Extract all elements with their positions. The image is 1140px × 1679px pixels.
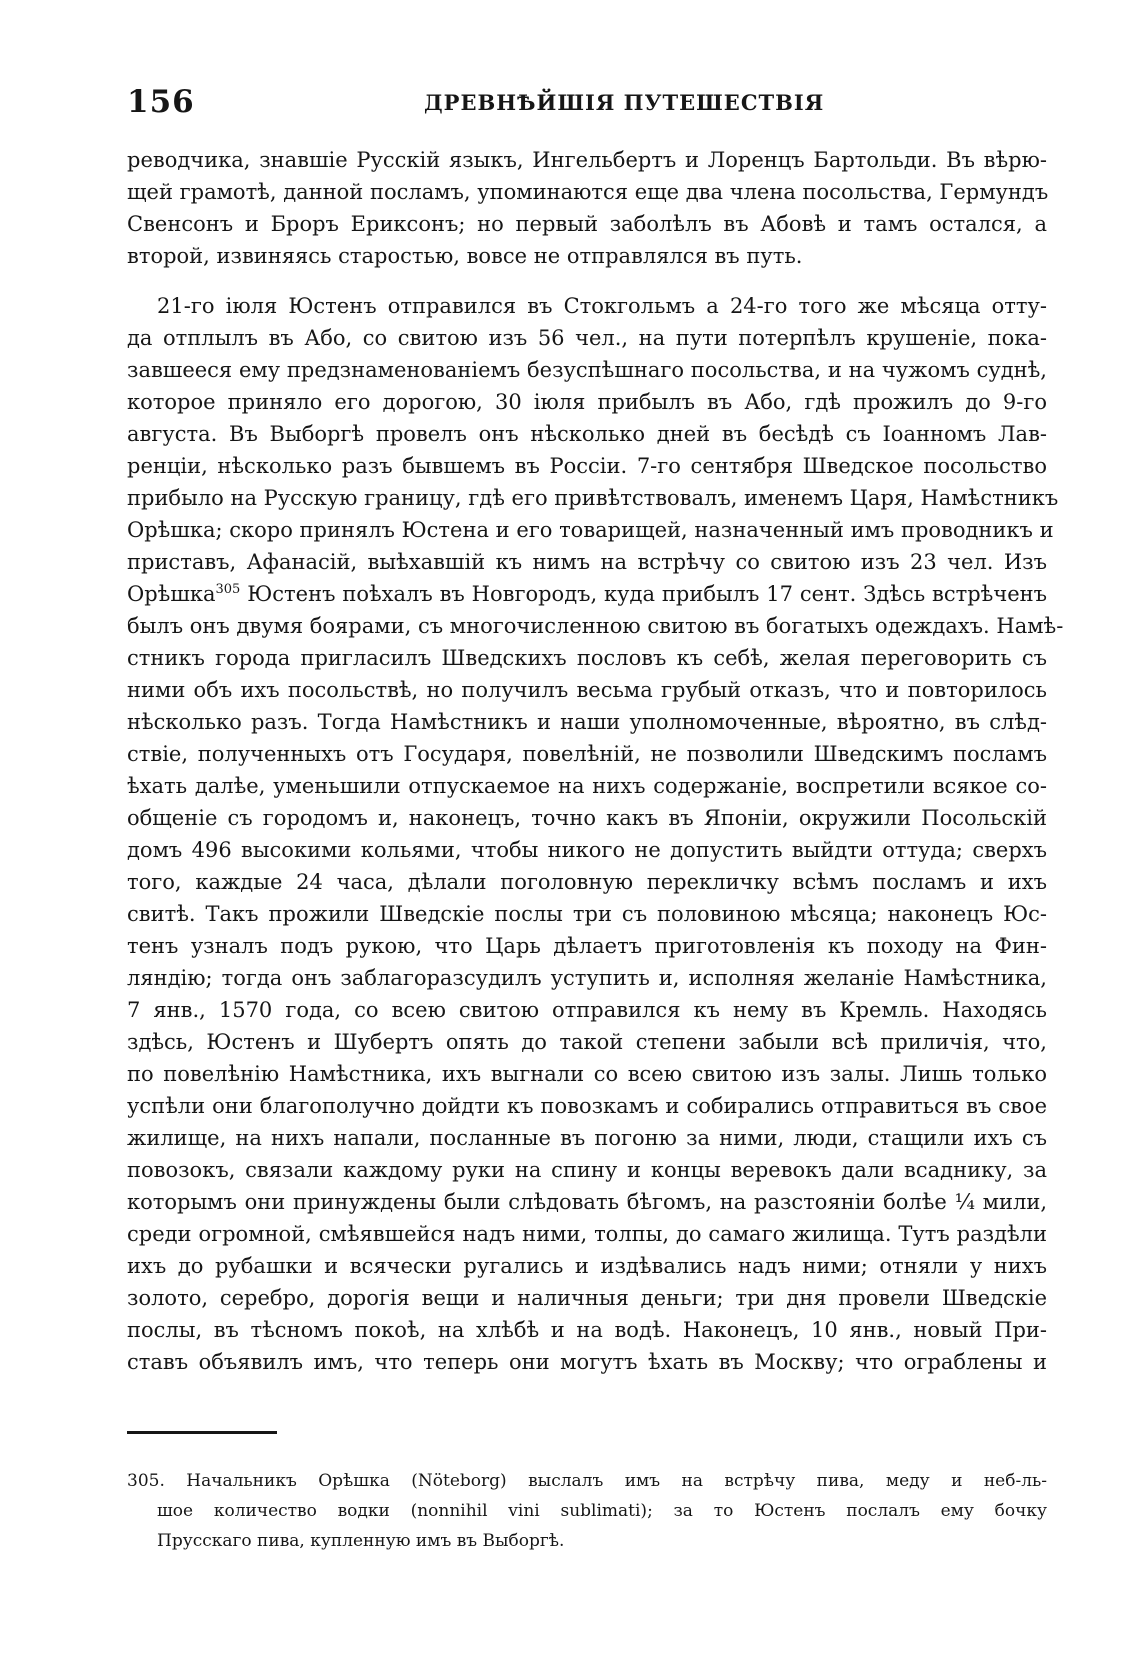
text-line: нѣсколько разъ. Тогда Намѣстникъ и наши уполномоченные, вѣроятно, въ слѣд- <box>127 710 1047 734</box>
text-line: ренціи, нѣсколько разъ бывшемъ въ Россіи. 7-го сентября Шведское посольство <box>127 454 1047 478</box>
text-line: Свенсонъ и Броръ Ериксонъ; но первый заболѣлъ въ Абовѣ и тамъ остался, а <box>127 212 1047 236</box>
text-line: того, каждые 24 часа, дѣлали поголовную перекличку всѣмъ посламъ и ихъ <box>127 870 1047 894</box>
text-line-with-footnote-ref <box>127 578 1047 610</box>
footnote-line: шое количество водки (nonnihil vini sublimati); за то Юстенъ послалъ ему бочку <box>157 1501 1047 1521</box>
text-line: Орѣшка; скоро принялъ Юстена и его товарищей, назначенный имъ проводникъ и <box>127 518 1054 542</box>
text-line: ставъ объявилъ имъ, что теперь они могутъ ѣхать въ Москву; что ограблены и <box>127 1350 1047 1374</box>
text-line: прибыло на Русскую границу, гдѣ его привѣтствовалъ, именемъ Царя, Намѣстникъ <box>127 486 1059 510</box>
text-line: завшееся ему предзнаменованіемъ безуспѣшнаго посольства, и на чужомъ суднѣ, <box>127 358 1047 382</box>
text-line: второй, извиняясь старостью, вовсе не отправлялся въ путь. <box>127 244 803 268</box>
text-line: былъ онъ двумя боярами, съ многочисленною свитою въ богатыхъ одеждахъ. Намѣ- <box>127 614 1064 638</box>
text-line: ѣхать далѣе, уменьшили отпускаемое на нихъ содержаніе, воспретили всякое со- <box>127 774 1047 798</box>
footnote-line: 305. Начальникъ Орѣшка (Nöteborg) выслалъ имъ на встрѣчу пива, меду и неб-ль- <box>127 1471 1047 1491</box>
text-fragment: Юстенъ поѣхалъ въ Новгородъ, куда прибылъ 17 сент. Здѣсь встрѣченъ <box>240 582 1047 606</box>
text-line: ними объ ихъ посольствѣ, но получилъ весьма грубый отказъ, что и повторилось <box>127 678 1047 702</box>
text-line: которымъ они принуждены были слѣдовать бѣгомъ, на разстояніи болѣе ¼ мили, <box>127 1190 1047 1214</box>
page-number: 156 <box>127 84 195 120</box>
text-line: стникъ города пригласилъ Шведскихъ пословъ къ себѣ, желая переговорить съ <box>127 646 1047 670</box>
page-header <box>127 84 1047 124</box>
text-line: здѣсь, Юстенъ и Шубертъ опять до такой степени забыли всѣ приличія, что, <box>127 1030 1047 1054</box>
text-line: общеніе съ городомъ и, наконецъ, точно какъ въ Японіи, окружили Посольскій <box>127 806 1047 830</box>
text-line: по повелѣнію Намѣстника, ихъ выгнали со всею свитою изъ залы. Лишь только <box>127 1062 1047 1086</box>
text-line: жилище, на нихъ напали, посланные въ погоню за ними, люди, стащили ихъ съ <box>127 1126 1047 1150</box>
text-line: 7 янв., 1570 года, со всею свитою отправился къ нему въ Кремль. Находясь <box>127 998 1047 1022</box>
text-line: домъ 496 высокими кольями, чтобы никого не допустить выйдти оттуда; сверхъ <box>127 838 1047 862</box>
running-head: ДРЕВНѢЙШІЯ ПУТЕШЕСТВІЯ <box>424 90 825 115</box>
text-line: успѣли они благополучно дойдти къ повозкамъ и собирались отправиться въ свое <box>127 1094 1047 1118</box>
text-line: ихъ до рубашки и всячески ругались и издѣвались надъ ними; отняли у нихъ <box>127 1254 1047 1278</box>
text-line: свитѣ. Такъ прожили Шведскіе послы три съ половиною мѣсяца; наконецъ Юс- <box>127 902 1047 926</box>
text-line: августа. Въ Выборгѣ провелъ онъ нѣсколько дней въ бесѣдѣ съ Іоанномъ Лав- <box>127 422 1047 446</box>
footnote-reference: 305 <box>215 582 241 597</box>
text-line: послы, въ тѣсномъ покоѣ, на хлѣбѣ и на водѣ. Наконецъ, 10 янв., новый При- <box>127 1318 1047 1342</box>
text-line: ствіе, полученныхъ отъ Государя, повелѣній, не позволили Шведскимъ посламъ <box>127 742 1047 766</box>
text-line: ляндію; тогда онъ заблагоразсудилъ уступить и, исполняя желаніе Намѣстника, <box>127 966 1047 990</box>
footnote-line: Прусскаго пива, купленную имъ въ Выборгѣ. <box>157 1531 565 1551</box>
text-line: реводчика, знавшіе Русскій языкъ, Ингельбертъ и Лоренцъ Бартольди. Въ вѣрю- <box>127 148 1047 172</box>
text-line: щей грамотѣ, данной посламъ, упоминаются еще два члена посольства, Гермундъ <box>127 180 1049 204</box>
footnote-rule <box>127 1431 277 1434</box>
text-line: тенъ узналъ подъ рукою, что Царь дѣлаетъ приготовленія къ походу на Фин- <box>127 934 1047 958</box>
text-line: 21-го іюля Юстенъ отправился въ Стокгольмъ а 24-го того же мѣсяца отту- <box>157 294 1047 318</box>
text-line: да отплылъ въ Або, со свитою изъ 56 чел., на пути потерпѣлъ крушеніе, пока- <box>127 326 1047 350</box>
text-line: среди огромной, смѣявшейся надъ ними, толпы, до самаго жилища. Тутъ раздѣли <box>127 1222 1047 1246</box>
text-line: приставъ, Афанасій, выѣхавшій къ нимъ на встрѣчу со свитою изъ 23 чел. Изъ <box>127 550 1047 574</box>
text-fragment: Орѣшка <box>127 582 216 606</box>
text-line: которое приняло его дорогою, 30 іюля прибылъ въ Або, гдѣ прожилъ до 9-го <box>127 390 1047 414</box>
text-line: золото, серебро, дорогія вещи и наличныя деньги; три дня провели Шведскіе <box>127 1286 1047 1310</box>
text-line: повозокъ, связали каждому руки на спину и концы веревокъ дали всаднику, за <box>127 1158 1047 1182</box>
